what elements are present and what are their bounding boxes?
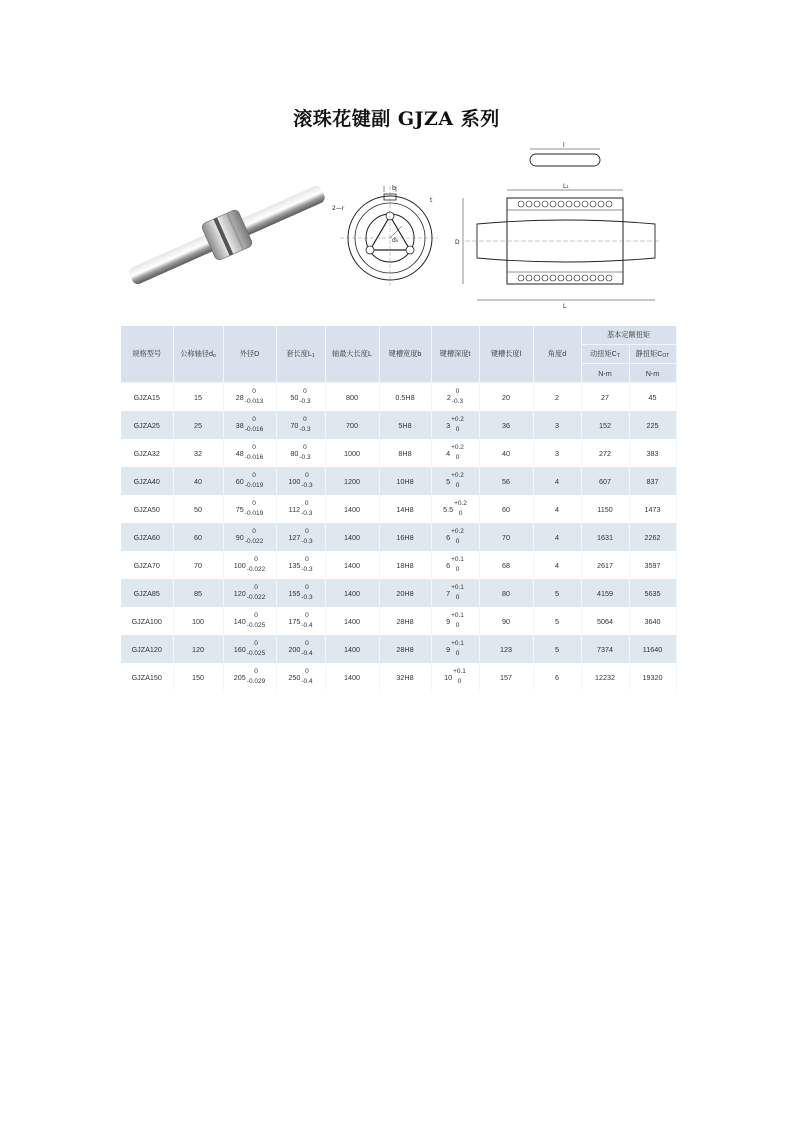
page-title: 滚珠花键副 GJZA 系列 [293, 108, 500, 130]
figures-area [120, 140, 680, 320]
cell-sleeve-length: 50 0 -0.3 [276, 383, 325, 412]
cell-key-depth: 9 +0.1 0 [431, 635, 479, 663]
label-t: t [430, 197, 433, 204]
cell-dynamic-torque: 4159 [581, 579, 629, 607]
label-L: L [563, 303, 567, 310]
cell-angle: 4 [533, 495, 581, 523]
col-outer-d: 外径D [223, 326, 276, 383]
cell-key-width: 18H8 [379, 551, 431, 579]
cell-static-torque: 837 [629, 467, 676, 495]
cell-key-depth: 9 +0.1 0 [431, 607, 479, 635]
cell-angle: 3 [533, 439, 581, 467]
cell-key-depth: 10 +0.1 0 [431, 663, 479, 691]
cell-key-width: 0.5H8 [379, 383, 431, 412]
cell-outer-d: 75 0 -0.019 [223, 495, 276, 523]
cell-sleeve-length: 135 0 -0.3 [276, 551, 325, 579]
cell-sleeve-length: 200 0 -0.4 [276, 635, 325, 663]
cell-key-length: 56 [479, 467, 533, 495]
cell-shaft-max: 700 [325, 411, 379, 439]
col-unit-static: N-m [629, 364, 676, 383]
col-unit-dynamic: N-m [581, 364, 629, 383]
cell-shaft-max: 800 [325, 383, 379, 412]
cell-key-length: 20 [479, 383, 533, 412]
cell-model: GJZA100 [121, 607, 173, 635]
cell-dynamic-torque: 27 [581, 383, 629, 412]
cell-nominal-d: 120 [173, 635, 223, 663]
table-row [121, 607, 676, 635]
cell-key-width: 28H8 [379, 607, 431, 635]
cell-model: GJZA120 [121, 635, 173, 663]
table-row [121, 663, 676, 691]
cell-outer-d: 60 0 -0.019 [223, 467, 276, 495]
col-dynamic: 动扭矩$C_T$ [581, 345, 629, 364]
cell-key-width: 5H8 [379, 411, 431, 439]
cell-model: GJZA40 [121, 467, 173, 495]
cell-model: GJZA15 [121, 383, 173, 412]
cell-shaft-max: 1200 [325, 467, 379, 495]
col-nominal-d: 公称轴径$d_o$ [173, 326, 223, 383]
col-angle: 角度d [533, 326, 581, 383]
cell-angle: 6 [533, 663, 581, 691]
cell-key-depth: 2 0 -0.3 [431, 383, 479, 412]
col-key-length: 键槽长度l [479, 326, 533, 383]
col-static: 静扭矩$C_{OT}$ [629, 345, 676, 364]
cell-static-torque: 2262 [629, 523, 676, 551]
cell-key-length: 70 [479, 523, 533, 551]
cell-outer-d: 38 0 -0.016 [223, 411, 276, 439]
cell-shaft-max: 1000 [325, 439, 379, 467]
cell-dynamic-torque: 1150 [581, 495, 629, 523]
cell-static-torque: 3597 [629, 551, 676, 579]
cell-outer-d: 90 0 -0.022 [223, 523, 276, 551]
cell-dynamic-torque: 12232 [581, 663, 629, 691]
cell-dynamic-torque: 5064 [581, 607, 629, 635]
cell-key-width: 14H8 [379, 495, 431, 523]
table-header-row [121, 326, 676, 345]
cell-outer-d: 205 0 -0.029 [223, 663, 276, 691]
table-row [121, 579, 676, 607]
cell-key-width: 16H8 [379, 523, 431, 551]
table-row [121, 439, 676, 467]
cell-key-depth: 6 +0.2 0 [431, 523, 479, 551]
cell-sleeve-length: 250 0 -0.4 [276, 663, 325, 691]
cell-model: GJZA85 [121, 579, 173, 607]
label-L1: L₁ [563, 183, 569, 190]
cell-model: GJZA32 [121, 439, 173, 467]
col-key-width: 键槽宽度b [379, 326, 431, 383]
cell-nominal-d: 15 [173, 383, 223, 412]
cell-angle: 3 [533, 411, 581, 439]
table-row [121, 383, 676, 412]
cell-nominal-d: 25 [173, 411, 223, 439]
cell-shaft-max: 1400 [325, 635, 379, 663]
label-b: b [392, 185, 396, 192]
cell-outer-d: 120 0 -0.022 [223, 579, 276, 607]
cell-sleeve-length: 127 0 -0.3 [276, 523, 325, 551]
cell-dynamic-torque: 272 [581, 439, 629, 467]
cell-static-torque: 5635 [629, 579, 676, 607]
cell-key-depth: 5 +0.2 0 [431, 467, 479, 495]
cell-static-torque: 45 [629, 383, 676, 412]
cell-static-torque: 3640 [629, 607, 676, 635]
cell-dynamic-torque: 7374 [581, 635, 629, 663]
cell-shaft-max: 1400 [325, 495, 379, 523]
cell-sleeve-length: 80 0 -0.3 [276, 439, 325, 467]
cell-sleeve-length: 70 0 -0.3 [276, 411, 325, 439]
cell-angle: 4 [533, 551, 581, 579]
cell-nominal-d: 40 [173, 467, 223, 495]
cell-outer-d: 140 0 -0.025 [223, 607, 276, 635]
table-row [121, 495, 676, 523]
cell-key-depth: 6 +0.1 0 [431, 551, 479, 579]
cell-key-length: 36 [479, 411, 533, 439]
cell-static-torque: 19320 [629, 663, 676, 691]
cell-shaft-max: 1400 [325, 607, 379, 635]
cell-key-width: 28H8 [379, 635, 431, 663]
cell-outer-d: 160 0 -0.025 [223, 635, 276, 663]
cell-sleeve-length: 175 0 -0.4 [276, 607, 325, 635]
cell-angle: 4 [533, 523, 581, 551]
label-r: 2—r [332, 205, 345, 212]
cell-key-length: 80 [479, 579, 533, 607]
cell-dynamic-torque: 607 [581, 467, 629, 495]
cell-key-length: 90 [479, 607, 533, 635]
cell-angle: 2 [533, 383, 581, 412]
cell-key-depth: 7 +0.1 0 [431, 579, 479, 607]
table-row [121, 523, 676, 551]
col-sleeve-length: 套长度$L_1$ [276, 326, 325, 383]
table-row [121, 635, 676, 663]
cell-static-torque: 225 [629, 411, 676, 439]
table-row [121, 467, 676, 495]
cell-key-length: 68 [479, 551, 533, 579]
cell-static-torque: 1473 [629, 495, 676, 523]
cell-model: GJZA25 [121, 411, 173, 439]
label-D: D [455, 239, 460, 246]
cell-key-width: 8H8 [379, 439, 431, 467]
cell-sleeve-length: 112 0 -0.3 [276, 495, 325, 523]
cell-model: GJZA70 [121, 551, 173, 579]
cell-key-depth: 5.5 +0.2 0 [431, 495, 479, 523]
cell-outer-d: 28 0 -0.013 [223, 383, 276, 412]
cell-shaft-max: 1400 [325, 523, 379, 551]
cell-key-width: 32H8 [379, 663, 431, 691]
cell-model: GJZA60 [121, 523, 173, 551]
cell-dynamic-torque: 152 [581, 411, 629, 439]
spline-photo [127, 165, 327, 305]
cell-nominal-d: 150 [173, 663, 223, 691]
col-rated-torque: 基本定额扭矩 [581, 326, 676, 345]
cell-sleeve-length: 100 0 -0.3 [276, 467, 325, 495]
cell-outer-d: 48 0 -0.016 [223, 439, 276, 467]
cross-section-drawing [330, 180, 442, 292]
spec-table [121, 326, 677, 691]
cell-nominal-d: 70 [173, 551, 223, 579]
cell-static-torque: 11640 [629, 635, 676, 663]
cell-key-depth: 4 +0.2 0 [431, 439, 479, 467]
cell-nominal-d: 32 [173, 439, 223, 467]
table-row [121, 551, 676, 579]
cell-angle: 5 [533, 607, 581, 635]
table-row [121, 411, 676, 439]
cell-key-depth: 3 +0.2 0 [431, 411, 479, 439]
cell-dynamic-torque: 1631 [581, 523, 629, 551]
cell-shaft-max: 1400 [325, 579, 379, 607]
cell-static-torque: 383 [629, 439, 676, 467]
cell-key-width: 20H8 [379, 579, 431, 607]
longitudinal-drawing [455, 140, 665, 315]
cell-key-length: 60 [479, 495, 533, 523]
cell-sleeve-length: 155 0 -0.3 [276, 579, 325, 607]
cell-nominal-d: 50 [173, 495, 223, 523]
col-model: 规格型号 [121, 326, 173, 383]
cell-dynamic-torque: 2617 [581, 551, 629, 579]
col-key-depth: 键槽深度t [431, 326, 479, 383]
cell-key-width: 10H8 [379, 467, 431, 495]
cell-nominal-d: 100 [173, 607, 223, 635]
cell-nominal-d: 60 [173, 523, 223, 551]
cell-key-length: 40 [479, 439, 533, 467]
cell-outer-d: 100 0 -0.022 [223, 551, 276, 579]
cell-angle: 5 [533, 635, 581, 663]
cell-key-length: 123 [479, 635, 533, 663]
cell-model: GJZA50 [121, 495, 173, 523]
col-shaft-max: 轴最大长度L [325, 326, 379, 383]
cell-shaft-max: 1400 [325, 551, 379, 579]
cell-shaft-max: 1400 [325, 663, 379, 691]
cell-key-length: 157 [479, 663, 533, 691]
cell-nominal-d: 85 [173, 579, 223, 607]
label-l: l [563, 142, 565, 149]
label-d0: d₀ [392, 237, 399, 244]
cell-model: GJZA150 [121, 663, 173, 691]
cell-angle: 4 [533, 467, 581, 495]
cell-angle: 5 [533, 579, 581, 607]
